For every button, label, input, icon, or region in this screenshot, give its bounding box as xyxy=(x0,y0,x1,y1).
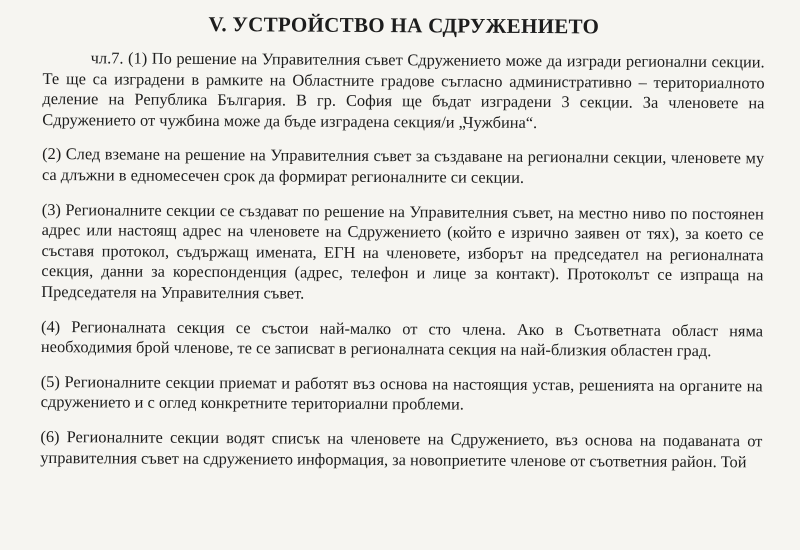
section-heading: V. УСТРОЙСТВО НА СДРУЖЕНИЕТО xyxy=(208,12,600,39)
article-7-paragraph-2: (2) След вземане на решение на Управителния съвет за създаване на регионални секции, членовете му са длъжни в едномесечен срок да формират регионалните си секции. xyxy=(41,144,765,187)
article-7-paragraph-6: (6) Регионалните секции водят списък на членовете на Сдружението, въз основа на подаваната от управителния съвет на сдружението информация, за новоприетите членове от съответния район. Той xyxy=(40,426,763,471)
article-7-paragraph-1: чл.7. (1) По решение на Управителния съвет Сдружението може да изгради регионални секции. Те ще са изградени в рамките на Областните градове съгласно административно – териториалното деление на Република България. В гр. София ще бъдат изградени 3 секции. За членовете на Сдружението от чужбина може да бъде изградена секция/и „Чужбина“. xyxy=(42,48,765,132)
document-body xyxy=(40,10,765,486)
article-7-paragraph-3: (3) Регионалните секции се създават по решение на Управителния съвет, на местно ниво по постоянен адрес или настоящ адрес на членовете на Сдружението (който е изрично заявен от тях), за което се съставя протокол, съдържащ имената, ЕГН на членовете, изборът на председател на регионалната секция, данни за кореспонденция (адрес, телефон и лице за контакт). Протоколът се изпраща на Председателя на Управителния съвет. xyxy=(41,199,764,303)
article-7-paragraph-4: (4) Регионалната секция се състои най-малко от сто члена. Ако в Съответната област няма необходимия брой членове, те се записват в регионалната секция на най-близкия областен град. xyxy=(40,316,764,361)
article-7-paragraph-5: (5) Регионалните секции приемат и работят въз основа на настоящия устав, решенията на органите на сдружението и с оглед конкретните териториални проблеми. xyxy=(40,371,763,414)
